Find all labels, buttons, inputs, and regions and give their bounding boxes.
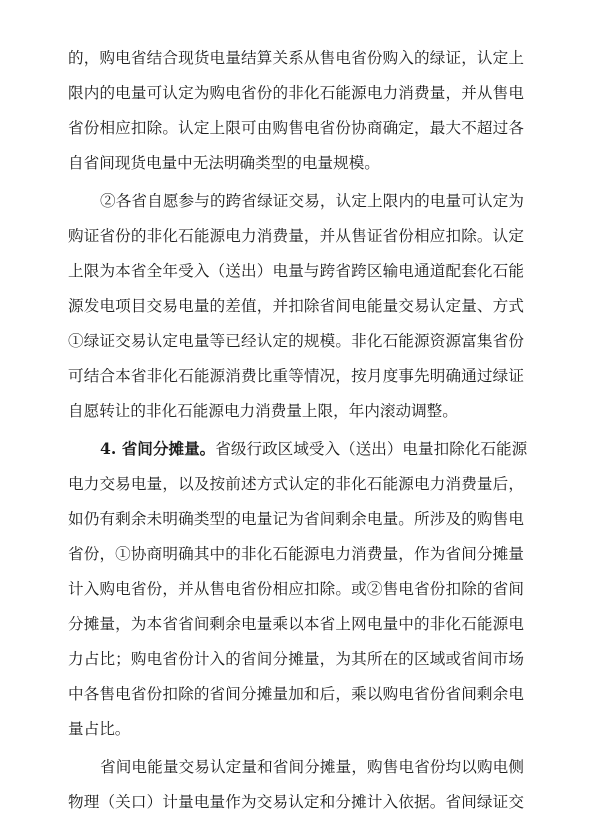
paragraph-3-line-3: 如仍有剩余未明确类型的电量记为省间剩余电量。所涉及的购售电 [68,510,524,528]
paragraph-4-line-1: 省间电能量交易认定量和省间分摊量，购售电省份均以购电侧 [100,758,524,776]
paragraph-1-line-3: 省份相应扣除。认定上限可由购售电省份协商确定，最大不超过各 [68,119,524,137]
paragraph-2-line-4: 源发电项目交易电量的差值，并扣除省间电能量交易认定量、方式 [68,297,524,315]
paragraph-1-line-1: 的，购电省结合现货电量结算关系从售电省份购入的绿证，认定上 [68,49,524,67]
paragraph-3-line-9: 量占比。 [68,720,131,738]
paragraph-3-line-7: 力占比；购电省份计入的省间分摊量，为其所在的区域或省间市场 [68,650,524,668]
paragraph-3-line-6: 分摊量，为本省省间剩余电量乘以本省上网电量中的非化石能源电 [68,615,524,633]
section-heading: 4. 省间分摊量。 [100,439,216,458]
paragraph-2-line-7: 自愿转让的非化石能源电力消费量上限，年内滚动调整。 [68,402,458,420]
paragraph-3-line-2: 电力交易电量，以及按前述方式认定的非化石能源电力消费量后， [68,475,524,493]
paragraph-2-line-3: 上限为本省全年受入（送出）电量与跨省跨区输电通道配套化石能 [68,262,524,280]
paragraph-3-line-1 [100,434,528,464]
paragraph-3-line-8: 中各售电省份扣除的省间分摊量加和后，乘以购电省份省间剩余电 [68,685,524,703]
paragraph-3-line-5: 计入购电省份，并从售电省份相应扣除。或②售电省份扣除的省间 [68,580,524,598]
paragraph-4-line-2: 物理（关口）计量电量作为交易认定和分摊计入依据。省间绿证交 [68,793,524,811]
paragraph-2-line-5: ①绿证交易认定电量等已经认定的规模。非化石能源资源富集省份 [68,332,524,350]
paragraph-2-line-6: 可结合本省非化石能源消费比重等情况，按月度事先明确通过绿证 [68,367,524,385]
paragraph-1-line-2: 限内的电量可认定为购电省份的非化石能源电力消费量，并从售电 [68,84,524,102]
paragraph-2-line-1: ②各省自愿参与的跨省绿证交易，认定上限内的电量可认定为 [100,192,524,210]
paragraph-3-line-4: 省份，①协商明确其中的非化石能源电力消费量，作为省间分摊量 [68,545,524,563]
paragraph-1-line-4: 自省间现货电量中无法明确类型的电量规模。 [68,154,380,172]
paragraph-2-line-2: 购证省份的非化石能源电力消费量，并从售证省份相应扣除。认定 [68,227,524,245]
paragraph-3-line-1-text: 省级行政区域受入（送出）电量扣除化石能源 [215,440,528,458]
